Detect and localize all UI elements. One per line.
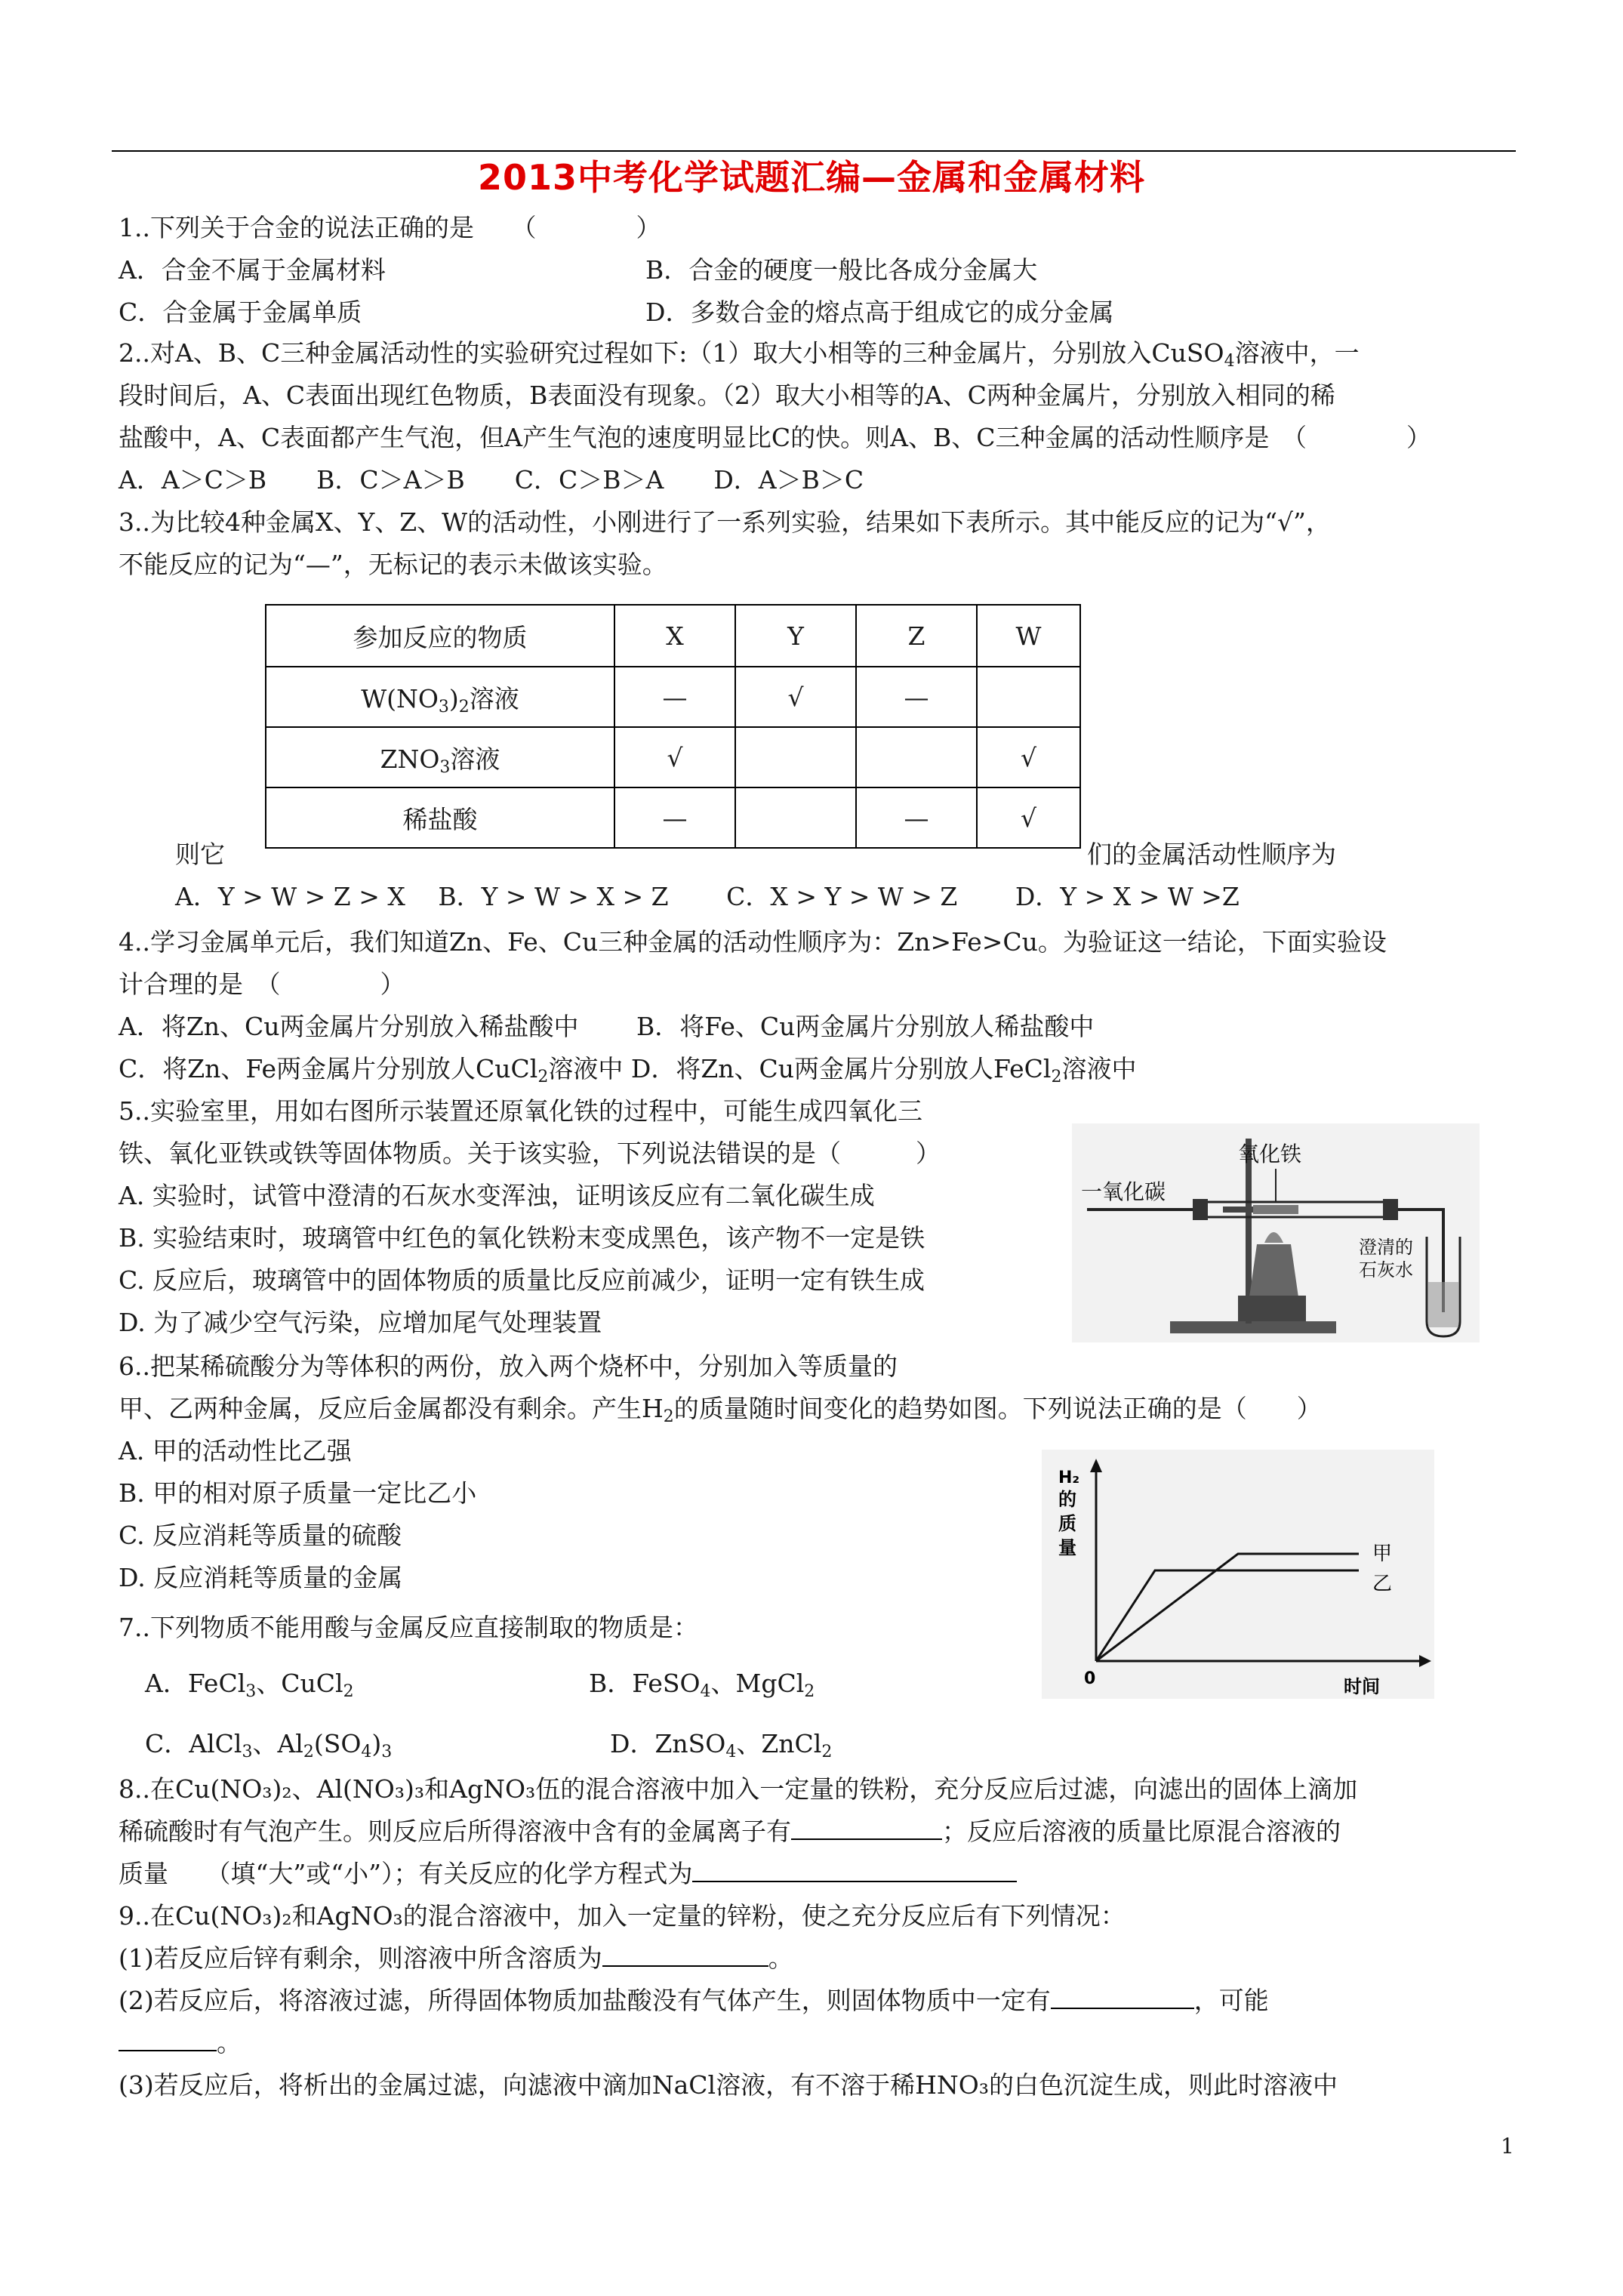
graph-xlabel: 时间 (1344, 1676, 1380, 1697)
q9-part2-cont: 。 (119, 2028, 242, 2058)
hydrogen-mass-vs-time-graph (1042, 1450, 1434, 1699)
table-cell: √ (977, 787, 1080, 848)
table-cell (735, 727, 856, 787)
q6-option-b: B. 甲的相对原子质量一定比乙小 (119, 1478, 477, 1508)
graph-ylabel-4: 量 (1058, 1537, 1076, 1558)
graph-ylabel-3: 质 (1058, 1513, 1076, 1534)
q3-left-text: 则它 (175, 840, 225, 869)
table-cell (735, 787, 856, 848)
q9-blank-definite[interactable] (1051, 1986, 1194, 2009)
graph-ylabel-1: H₂ (1058, 1469, 1080, 1487)
q7-stem: 7..下列物质不能用酸与金属反应直接制取的物质是： (119, 1613, 698, 1642)
q6-option-c: C. 反应消耗等质量的硫酸 (119, 1521, 402, 1550)
graph-origin: 0 (1084, 1669, 1096, 1688)
q9-blank-solute[interactable] (602, 1944, 768, 1967)
table-cell: — (856, 667, 977, 727)
q2-line3: 盐酸中，A、C表面都产生气泡，但A产生气泡的速度明显比C的快。则A、B、C三种金属的活动性顺序是 （ ） (119, 423, 1431, 452)
table-header-cell: X (614, 605, 735, 667)
q1-option-c: C．合金属于金属单质 (119, 297, 362, 327)
series-yi-label: 乙 (1372, 1573, 1393, 1595)
table-cell (856, 727, 977, 787)
q8-blank-ions[interactable] (791, 1817, 942, 1840)
q5-line2: 铁、氧化亚铁或铁等固体物质。关于该实验，下列说法错误的是（ ） (119, 1139, 941, 1168)
table-row-label: $W(NO_3)_2$溶液 (266, 667, 614, 727)
q5-option-a: A. 实验时，试管中澄清的石灰水变浑浊，证明该反应有二氧化碳生成 (119, 1181, 875, 1210)
q6-line1: 6..把某稀硫酸分为等体积的两份，放入两个烧杯中，分别加入等质量的 (119, 1351, 898, 1381)
q9-part2: (2)若反应后，将溶液过滤，所得固体物质加盐酸没有气体产生，则固体物质中一定有 ，可能 (119, 1986, 1269, 2015)
q5-option-c: C. 反应后，玻璃管中的固体物质的质量比反应前减少，证明一定有铁生成 (119, 1265, 925, 1295)
fig-label-iron-oxide: 氧化铁 (1238, 1142, 1302, 1166)
q4-options-ab: A．将Zn、Cu两金属片分别放入稀盐酸中 B．将Fe、Cu两金属片分别放人稀盐酸中 (119, 1012, 1095, 1041)
page-number: 1 (1501, 2134, 1514, 2159)
q8-blank-equation[interactable] (692, 1860, 1017, 1882)
fig-label-limewater-1: 澄清的 (1359, 1237, 1413, 1258)
q5-line1: 5..实验室里，用如右图所示装置还原氧化铁的过程中，可能生成四氧化三 (119, 1096, 922, 1126)
q3-line1: 3..为比较4种金属X、Y、Z、W的活动性，小刚进行了一系列实验，结果如下表所示。其中能反应的记为“√”， (119, 507, 1331, 537)
q3-options: A．Y > W > Z > X B．Y > W > X > Z C．X > Y > W > Z D．Y > X > W >Z (175, 882, 1240, 911)
q2-line1: 2..对A、B、C三种金属活动性的实验研究过程如下:（1）取大小相等的三种金属片，分别放入CuSO$_4$溶液中，一 (119, 338, 1360, 371)
q8-line1: 8..在Cu(NO₃)₂、Al(NO₃)₃和AgNO₃伍的混合溶液中加入一定量的铁粉，充分反应后过滤，向滤出的固体上滴加 (119, 1774, 1358, 1804)
table-header-row (266, 605, 1080, 667)
q6-line2: 甲、乙两种金属，反应后金属都没有剩余。产生$H_2$的质量随时间变化的趋势如图。下列说法正确的是（ ） (119, 1394, 1322, 1426)
q1-option-d: D．多数合金的熔点高于组成它的成分金属 (645, 297, 1114, 327)
table-row (266, 787, 1080, 848)
table-cell (977, 667, 1080, 727)
q6-option-a: A. 甲的活动性比乙强 (119, 1436, 352, 1465)
q7-option-d: D．ZnSO$_4$、ZnCl$_2$ (610, 1729, 833, 1761)
q9-part3: (3)若反应后，将析出的金属过滤，向滤液中滴加NaCl溶液，有不溶于稀HNO₃的白色沉淀生成，则此时溶液中 (119, 2070, 1338, 2100)
table-header-cell: Y (735, 605, 856, 667)
q1-option-b: B．合金的硬度一般比各成分金属大 (645, 255, 1038, 285)
table-header-cell: W (977, 605, 1080, 667)
q2-options: A．A＞C＞B B．C＞A＞B C．C＞B＞A D．A＞B＞C (119, 465, 864, 495)
q3-right-text: 们的金属活动性顺序为 (1087, 840, 1336, 869)
iron-oxide-reduction-apparatus-figure (1072, 1123, 1480, 1342)
q4-line1: 4..学习金属单元后，我们知道Zn、Fe、Cu三种金属的活动性顺序为：Zn>Fe>Cu。为验证这一结论，下面实验设 (119, 927, 1387, 957)
q1-stem: 1..下列关于合金的说法正确的是 （ ） (119, 213, 661, 242)
q4-options-cd: C．将Zn、Fe两金属片分别放人CuCl$_2$溶液中 D．将Zn、Cu两金属片分别放人FeCl$_2$溶液中 (119, 1054, 1137, 1086)
q5-option-d: D. 为了减少空气污染，应增加尾气处理装置 (119, 1308, 602, 1337)
q9-part1: (1)若反应后锌有剩余，则溶液中所含溶质为 。 (119, 1943, 793, 1973)
table-header-cell: 参加反应的物质 (266, 605, 614, 667)
table-cell: √ (735, 667, 856, 727)
fig-label-carbon-monoxide: 一氧化碳 (1081, 1179, 1166, 1204)
q4-line2: 计合理的是 （ ） (119, 969, 405, 999)
table-header-cell: Z (856, 605, 977, 667)
q9-blank-possible[interactable] (119, 2029, 217, 2051)
q5-option-b: B. 实验结束时，玻璃管中红色的氧化铁粉末变成黑色，该产物不一定是铁 (119, 1223, 925, 1253)
table-cell: — (614, 667, 735, 727)
q3-line2: 不能反应的记为“—”，无标记的表示未做该实验。 (119, 550, 667, 579)
table-cell: √ (977, 727, 1080, 787)
fig-label-limewater-2: 石灰水 (1359, 1259, 1413, 1281)
q2-line2: 段时间后，A、C表面出现红色物质，B表面没有现象。（2）取大小相等的A、C两种金属片，分别放入相同的稀 (119, 381, 1335, 410)
table-row (266, 727, 1080, 787)
table-cell: — (614, 787, 735, 848)
series-jia-label: 甲 (1372, 1542, 1393, 1565)
table-cell: √ (614, 727, 735, 787)
q8-line3: 质量 （填“大”或“小”）；有关反应的化学方程式为 (119, 1859, 1017, 1889)
q3-table (265, 604, 1081, 849)
table-row-label: $ZNO_3$溶液 (266, 727, 614, 787)
q7-option-b: B．FeSO$_4$、MgCl$_2$ (589, 1669, 815, 1701)
table-cell: — (856, 787, 977, 848)
q6-option-d: D. 反应消耗等质量的金属 (119, 1563, 403, 1592)
page-title: 2013中考化学试题汇编—金属和金属材料 (477, 157, 1146, 198)
graph-ylabel-2: 的 (1058, 1489, 1076, 1510)
q8-line2: 稀硫酸时有气泡产生。则反应后所得溶液中含有的金属离子有 ；反应后溶液的质量比原混合溶液的 (119, 1817, 1341, 1846)
header-rule (112, 150, 1516, 152)
q9-line1: 9..在Cu(NO₃)₂和AgNO₃的混合溶液中，加入一定量的锌粉，使之充分反应后有下列情况： (119, 1901, 1126, 1931)
table-row-label: 稀盐酸 (266, 787, 614, 848)
q7-option-a: A．FeCl$_3$、CuCl$_2$ (145, 1669, 354, 1701)
q7-option-c: C．AlCl$_3$、$Al_2(SO_4)_3$ (145, 1729, 393, 1761)
table-row (266, 667, 1080, 727)
q1-option-a: A．合金不属于金属材料 (119, 255, 386, 285)
